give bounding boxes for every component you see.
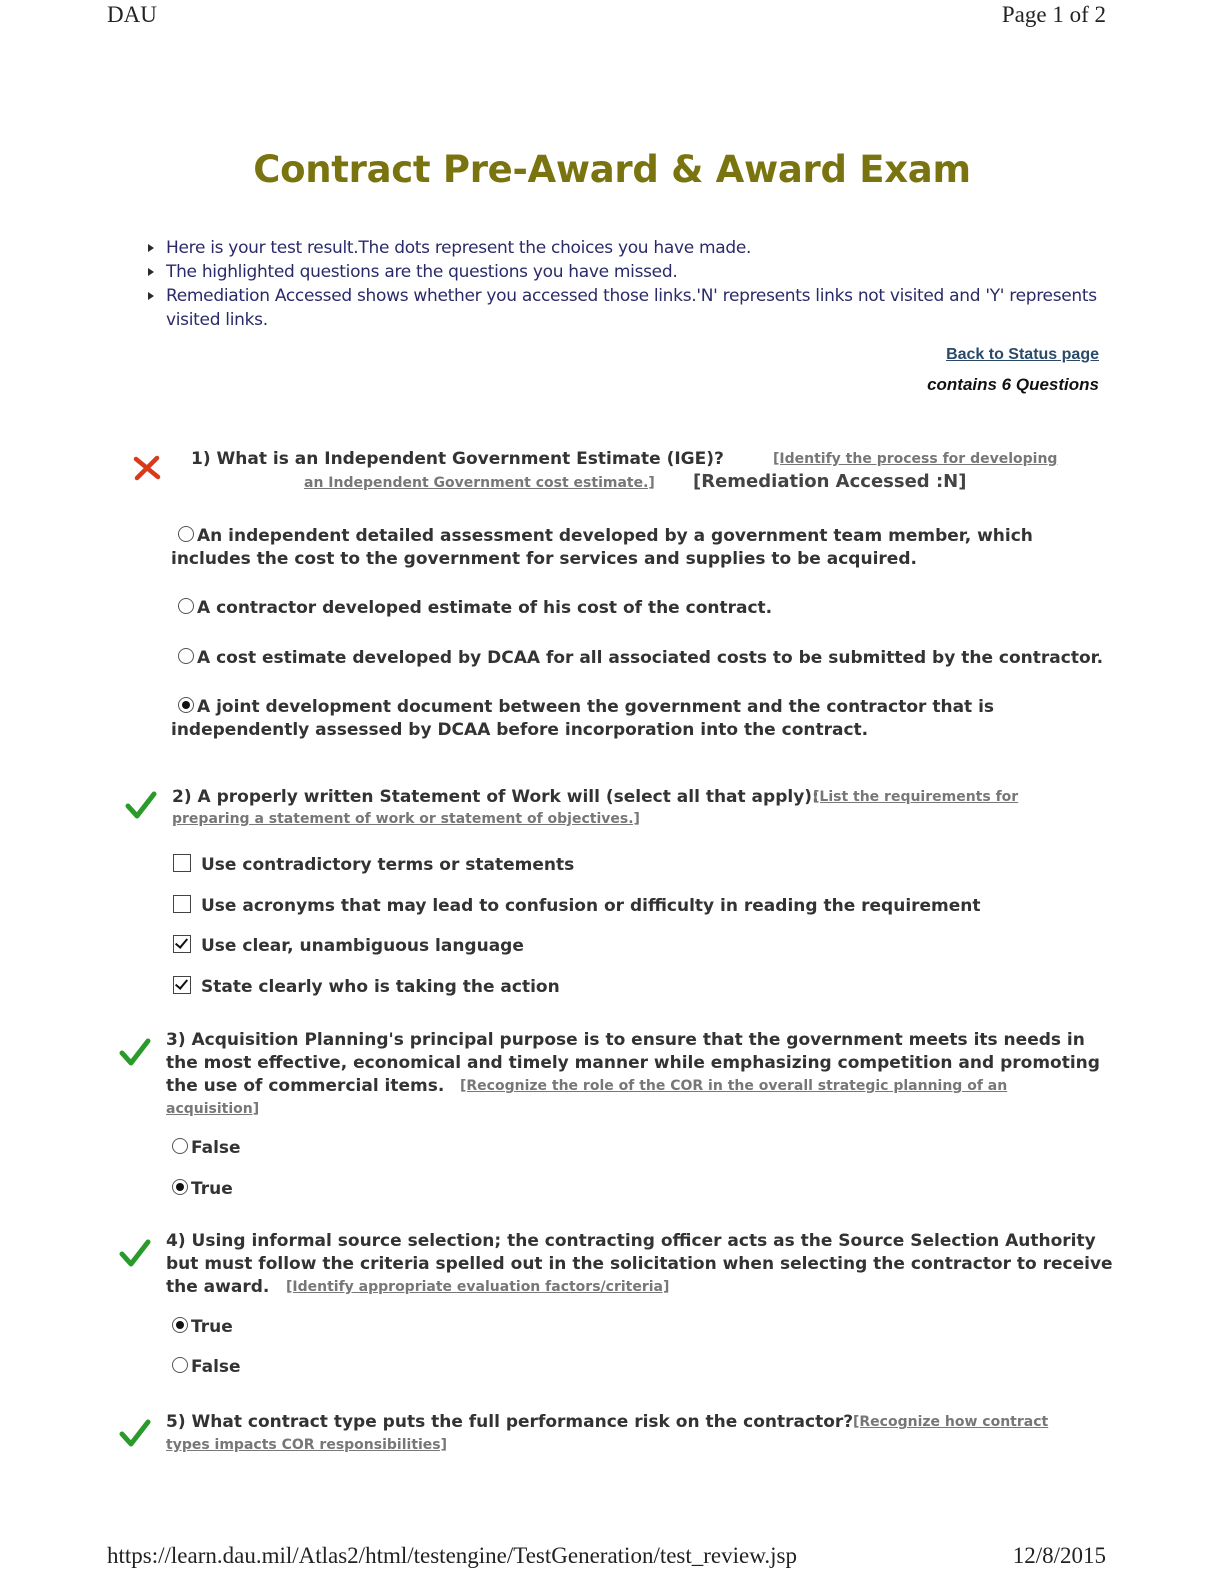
question-4-text: 4) Using informal source selection; the contracting officer acts as the Source Selection Authority [166,1231,1096,1251]
question-4-text-line-3: the award. [166,1277,270,1297]
print-footer-date: 12/8/2015 [1012,1543,1106,1568]
question-3-option-1[interactable]: False [172,1137,241,1160]
question-4-option-1[interactable]: True [172,1316,233,1339]
radio-button[interactable] [172,1357,188,1373]
question-5-objective-link[interactable]: [Recognize how contract [853,1414,1049,1430]
instruction-item: Remediation Accessed shows whether you accessed those links.'N' represents links not visited and 'Y' represents visited links. [148,284,1108,332]
question-2-option-1[interactable]: Use contradictory terms or statements [201,855,575,875]
radio-button-selected[interactable] [178,697,194,713]
question-4-objective-link[interactable]: [Identify appropriate evaluation factors/criteria] [286,1279,670,1295]
print-footer-url: https://learn.dau.mil/Atlas2/html/testengine/TestGeneration/test_review.jsp [107,1543,797,1568]
checkbox-checked[interactable] [173,935,191,953]
radio-button[interactable] [172,1138,188,1154]
question-4-text-line-2: but must follow the criteria spelled out in the solicitation when selecting the contractor to receive [166,1254,1113,1274]
instructions-list [148,236,1108,332]
instruction-item: Here is your test result.The dots represent the choices you have made. [148,236,1108,260]
question-2-option-4[interactable]: State clearly who is taking the action [201,977,560,997]
page-title: Contract Pre-Award & Award Exam [253,148,971,191]
question-1-option-4[interactable]: A joint development document between the government and the contractor that is [178,696,994,719]
correct-checkmark-icon [119,1417,151,1449]
question-1-option-1-cont: includes the cost to the government for services and supplies to be acquired. [171,549,917,569]
question-5-objective-link-cont[interactable]: types impacts COR responsibilities] [166,1437,448,1453]
question-1-option-1[interactable]: An independent detailed assessment developed by a government team member, which [178,525,1033,548]
print-header-page-number: Page 1 of 2 [1001,2,1106,27]
radio-button[interactable] [178,526,194,542]
radio-button[interactable] [178,648,194,664]
question-3-text-line-2: the most effective, economical and timely manner while emphasizing competition and promoting [166,1053,1100,1073]
question-4-option-2[interactable]: False [172,1356,241,1379]
bullet-arrow-icon [148,244,154,252]
question-2-option-2[interactable]: Use acronyms that may lead to confusion or difficulty in reading the requirement [201,896,981,916]
correct-checkmark-icon [119,1237,151,1269]
radio-button[interactable] [178,598,194,614]
instruction-item: The highlighted questions are the questions you have missed. [148,260,1108,284]
question-2-objective-link[interactable]: [List the requirements for [813,789,1019,805]
back-to-status-link[interactable]: Back to Status page [946,346,1099,363]
correct-checkmark-icon [119,1036,151,1068]
question-2-objective-link-cont[interactable]: preparing a statement of work or statement of objectives.] [172,811,640,827]
question-1-text: 1) What is an Independent Government Estimate (IGE)? [191,449,724,469]
radio-button-selected[interactable] [172,1317,188,1333]
remediation-status: [Remediation Accessed :N] [693,471,967,492]
correct-checkmark-icon [125,789,157,821]
checkbox-checked[interactable] [173,976,191,994]
question-1-option-3[interactable]: A cost estimate developed by DCAA for all associated costs to be submitted by the contractor. [178,647,1103,670]
bullet-arrow-icon [148,268,154,276]
checkbox[interactable] [173,854,191,872]
print-header-left: DAU [107,2,157,27]
question-1-option-4-cont: independently assessed by DCAA before incorporation into the contract. [171,720,869,740]
bullet-arrow-icon [148,292,154,300]
question-1-objective-link-cont[interactable]: an Independent Government cost estimate.] [304,475,655,491]
question-3-text: 3) Acquisition Planning's principal purpose is to ensure that the government meets its needs in [166,1030,1085,1050]
question-3-text-line-3: the use of commercial items. [166,1076,445,1096]
question-2-option-3[interactable]: Use clear, unambiguous language [201,936,524,956]
question-count: contains 6 Questions [927,375,1099,394]
incorrect-x-icon [133,455,161,481]
question-1-objective-link[interactable]: [Identify the process for developing [773,451,1058,467]
question-3-option-2[interactable]: True [172,1178,233,1201]
question-1-option-2[interactable]: A contractor developed estimate of his cost of the contract. [178,597,772,620]
question-2-text: 2) A properly written Statement of Work will (select all that apply): [172,787,819,807]
radio-button-selected[interactable] [172,1179,188,1195]
question-3-objective-link-cont[interactable]: acquisition] [166,1101,260,1117]
checkbox[interactable] [173,895,191,913]
question-5-text: 5) What contract type puts the full performance risk on the contractor? [166,1412,854,1432]
question-3-objective-link[interactable]: [Recognize the role of the COR in the overall strategic planning of an [460,1078,1008,1094]
